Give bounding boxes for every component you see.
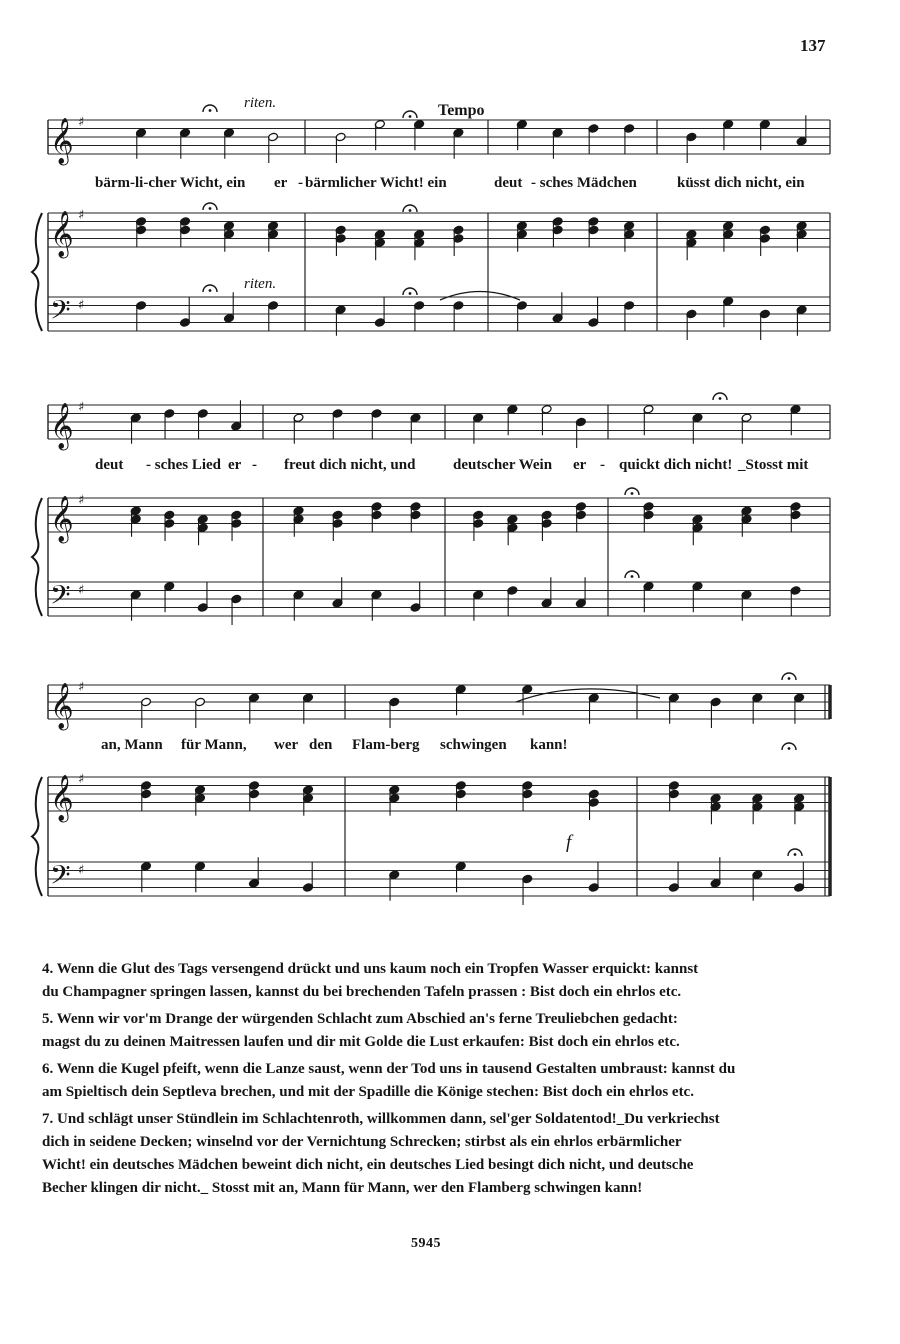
treble-clef-icon: 𝄞 — [50, 403, 74, 449]
lyric-word: quickt dich nicht! — [619, 457, 733, 473]
sharp-icon: ♯ — [78, 400, 85, 415]
plate-number: 5945 — [411, 1236, 441, 1251]
verse-line: am Spieltisch dein Septleva brechen, und mit der Spadille die Könige stechen: Bist doch ein ehrlos etc. — [42, 1084, 694, 1100]
verse-7 — [42, 1108, 842, 1200]
verse-text-block — [42, 958, 842, 1204]
verse-line: 4. Wenn die Glut des Tags versengend drückt und uns kaum noch ein Tropfen Wasser erquickt: kannst — [42, 961, 699, 977]
sharp-icon: ♯ — [78, 863, 85, 878]
sharp-icon: ♯ — [78, 298, 85, 313]
lyric-word: - sches Lied — [146, 457, 221, 473]
riten-marking-piano: riten. — [244, 276, 277, 292]
lyric-word: bärmlicher Wicht! ein — [305, 175, 447, 191]
bass-clef-icon: 𝄢 — [50, 579, 71, 617]
verse-line: Becher klingen dir nicht._ Stosst mit an, Mann für Mann, wer den Flamberg schwingen kann! — [42, 1180, 643, 1196]
lyric-word: - — [252, 457, 257, 473]
lyric-word: - — [600, 457, 605, 473]
sharp-icon: ♯ — [78, 583, 85, 598]
treble-clef-icon: 𝄞 — [50, 683, 74, 729]
bass-clef-icon: 𝄢 — [50, 294, 71, 332]
treble-clef-icon: 𝄞 — [50, 496, 74, 542]
sharp-icon: ♯ — [78, 680, 85, 695]
sharp-icon: ♯ — [78, 493, 85, 508]
lyric-word: _Stosst mit — [738, 457, 809, 473]
bass-clef-icon: 𝄢 — [50, 859, 71, 897]
treble-clef-icon: 𝄞 — [50, 775, 74, 821]
lyric-line-3 — [0, 737, 900, 757]
tempo-marking: Tempo — [438, 102, 485, 119]
verse-line: 7. Und schlägt unser Stündlein im Schlachtenroth, willkommen dann, sel'ger Soldatentod!_Du verkriechst — [42, 1111, 720, 1127]
treble-clef-icon: 𝄞 — [50, 118, 74, 164]
verse-line: magst du zu deinen Maitressen laufen und dir mit Golde die Lust erkaufen: Bist doch ein ehrlos etc. — [42, 1034, 680, 1050]
brace-icon — [32, 777, 42, 896]
verse-6 — [42, 1058, 842, 1104]
lyric-word: - sches Mädchen — [531, 175, 637, 191]
riten-marking-voice: riten. — [244, 95, 277, 111]
lyric-word: bärm-li-cher Wicht, ein — [95, 175, 246, 191]
sharp-icon: ♯ — [78, 208, 85, 223]
verse-line: 5. Wenn wir vor'm Drange der würgenden Schlacht zum Abschied an's ferne Treuliebchen gedacht: — [42, 1011, 678, 1027]
fermata-dot — [794, 853, 797, 856]
lyric-word: an, Mann — [101, 737, 163, 753]
lyric-word: deutscher Wein — [453, 457, 553, 473]
lyric-word: küsst dich nicht, ein — [677, 175, 805, 191]
lyric-word: er — [274, 175, 288, 191]
lyric-word: er — [573, 457, 587, 473]
lyric-word: freut dich nicht, und — [284, 457, 416, 473]
verse-line: Wicht! ein deutsches Mädchen beweint dich nicht, ein deutsches Lied besingt dich nicht, und deutsche — [42, 1157, 694, 1173]
verse-line: dich in seidene Decken; winselnd vor der Vernichtung Schrecken; stirbst als ein ehrlos erbärmlicher — [42, 1134, 682, 1150]
verse-line: du Champagner springen lassen, kannst du bei brechenden Tafeln prassen : Bist doch ein ehrlos etc. — [42, 984, 682, 1000]
lyric-word: für Mann, — [181, 737, 247, 753]
lyric-word: - — [298, 175, 303, 191]
lyric-word: er — [228, 457, 242, 473]
lyric-word: wer — [274, 737, 299, 753]
lyric-word: schwingen — [440, 737, 507, 753]
verse-4 — [42, 958, 842, 1004]
lyric-word: deut — [494, 175, 523, 191]
forte-dynamic: f — [566, 832, 572, 853]
lyric-word: Flam-berg — [352, 737, 420, 753]
treble-clef-icon: 𝄞 — [50, 211, 74, 257]
lyric-word: deut — [95, 457, 124, 473]
verse-5 — [42, 1008, 842, 1054]
lyric-word: kann! — [530, 737, 568, 753]
verse-line: 6. Wenn die Kugel pfeift, wenn die Lanze saust, wenn der Tod uns in tausend Gestalten umbraust: kannst du — [42, 1061, 736, 1077]
slur — [516, 689, 660, 702]
fermata-dot — [788, 677, 791, 680]
page-number: 137 — [800, 36, 826, 55]
sharp-icon: ♯ — [78, 115, 85, 130]
lyric-word: den — [309, 737, 333, 753]
sharp-icon: ♯ — [78, 772, 85, 787]
